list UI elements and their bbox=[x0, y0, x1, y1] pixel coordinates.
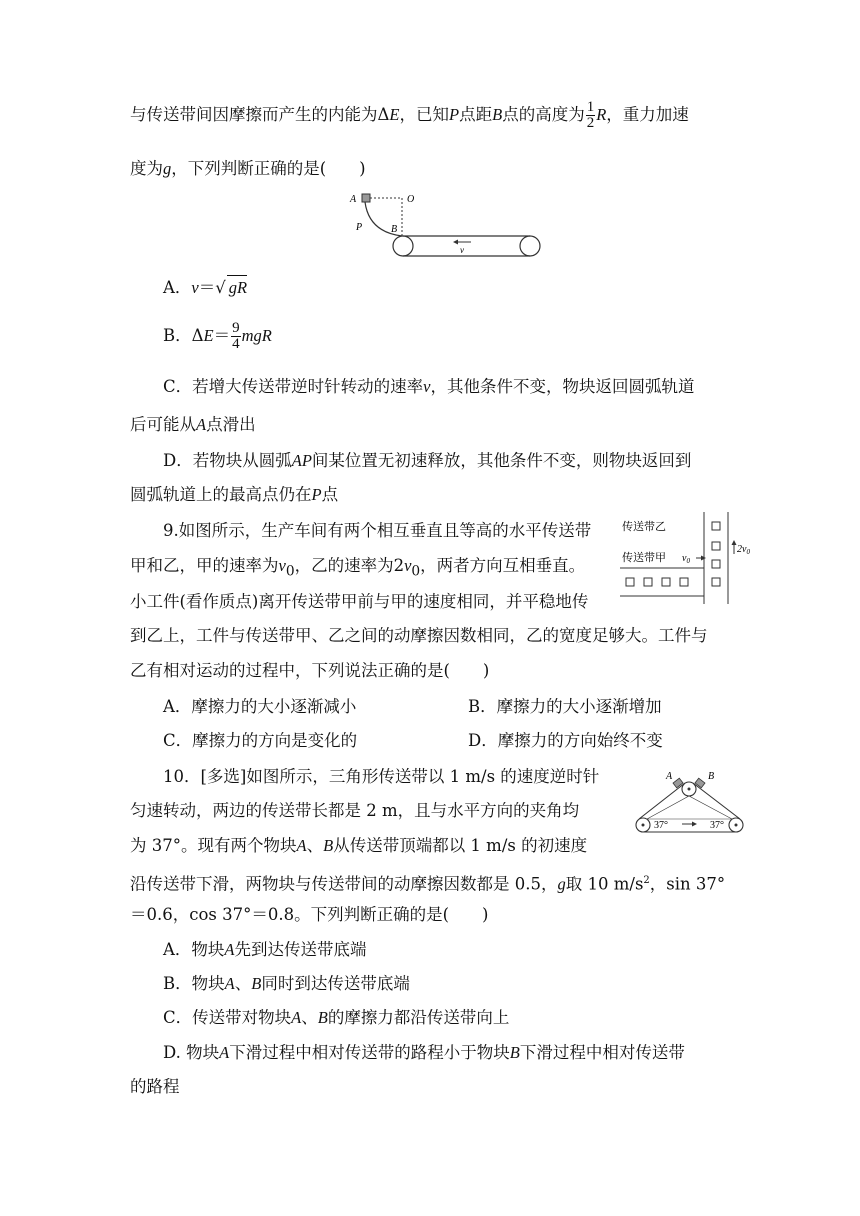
text: C．传送带对物块 bbox=[163, 1008, 292, 1027]
text: ，下列判断正确的是( ) bbox=[171, 159, 366, 178]
left-pulley bbox=[393, 236, 413, 256]
text: 9.如图所示，生产车间有两个相互垂直且等高的水平传送带 bbox=[163, 521, 592, 540]
var-E: E bbox=[203, 326, 214, 345]
belt-inner bbox=[647, 796, 732, 819]
block-b-icon bbox=[695, 778, 705, 788]
workpiece bbox=[712, 560, 720, 568]
var-g: g bbox=[557, 874, 566, 894]
text: 匀速转动，两边的传送带长都是 2 m，且与水平方向的夹角均 bbox=[130, 801, 580, 820]
var-R: R bbox=[596, 105, 607, 124]
q9-line1 bbox=[163, 519, 591, 543]
pulley-axle bbox=[642, 824, 645, 827]
label-A: A bbox=[666, 771, 673, 782]
q9-line3 bbox=[130, 590, 588, 614]
subscript: 0 bbox=[411, 563, 421, 580]
frac-num: 1 bbox=[586, 99, 595, 115]
var-AP: AP bbox=[291, 451, 312, 470]
var-B: B bbox=[317, 1008, 328, 1027]
text: ，sin 37° bbox=[649, 874, 726, 894]
v0-v: v bbox=[682, 553, 687, 564]
q8-option-d-line1 bbox=[163, 449, 691, 473]
text: ，两者方向互相垂直。 bbox=[420, 556, 586, 575]
text: B．物块 bbox=[163, 974, 225, 993]
label-B: B bbox=[391, 224, 398, 235]
text: D. 物块 bbox=[163, 1043, 220, 1062]
label-v0 bbox=[682, 553, 690, 565]
text: 后可能从 bbox=[130, 415, 196, 434]
block-icon bbox=[362, 194, 370, 202]
v0-sub: 0 bbox=[686, 557, 690, 565]
text: C．摩擦力的方向是变化的 bbox=[163, 731, 358, 750]
text: 小工件(看作质点)离开传送带甲前与甲的速度相同，并平稳地传 bbox=[130, 592, 589, 611]
q9-option-b bbox=[468, 695, 662, 719]
var-P: P bbox=[311, 485, 322, 504]
text: 为 37°。现有两个物块 bbox=[130, 836, 297, 855]
var-B: B bbox=[323, 836, 334, 855]
var-A: A bbox=[224, 974, 235, 993]
text: 下滑过程中相对传送带 bbox=[519, 1043, 685, 1062]
text: ＝ bbox=[198, 278, 216, 297]
right-pulley bbox=[520, 236, 540, 256]
q8-stem-line2 bbox=[130, 157, 366, 181]
text: ＝0.6，cos 37°＝0.8。下列判断正确的是( ) bbox=[130, 905, 489, 924]
arrow-head-icon bbox=[692, 822, 697, 827]
text: 取 10 m/s bbox=[565, 874, 644, 894]
var-B: B bbox=[509, 1043, 520, 1062]
q8-option-c-line2 bbox=[130, 413, 256, 437]
q10-line1 bbox=[163, 765, 599, 789]
q8-option-d-line2 bbox=[130, 483, 338, 507]
frac-den: 2 bbox=[586, 115, 595, 131]
text: 点的高度为 bbox=[502, 105, 585, 124]
var-v: v bbox=[191, 278, 199, 297]
q8-option-a bbox=[163, 275, 247, 300]
frac-den: 4 bbox=[232, 336, 240, 352]
angle-right: 37° bbox=[710, 820, 724, 831]
text: 圆弧轨道上的最高点仍在 bbox=[130, 485, 312, 504]
q9-option-a bbox=[163, 695, 356, 719]
var-A: A bbox=[219, 1043, 230, 1062]
label-O: O bbox=[407, 194, 415, 205]
var-E: E bbox=[389, 105, 400, 124]
label-belt-jia: 传送带甲 bbox=[622, 552, 666, 564]
text: ，已知 bbox=[399, 105, 450, 124]
arrow-head-icon bbox=[732, 540, 737, 545]
label-v: v bbox=[460, 245, 464, 255]
label-P: P bbox=[356, 222, 363, 233]
var-g: g bbox=[163, 159, 172, 178]
q10-line2 bbox=[130, 799, 579, 823]
text: 10．[多选]如图所示，三角形传送带以 1 m/s 的速度逆时针 bbox=[163, 767, 600, 786]
label-2v0 bbox=[737, 544, 750, 556]
q9-figure bbox=[620, 512, 760, 604]
var-v: v bbox=[423, 377, 431, 396]
q9-option-d bbox=[468, 729, 663, 753]
text: 、 bbox=[306, 836, 324, 855]
var-A: A bbox=[224, 940, 235, 959]
text: C．若增大传送带逆时针转动的速率 bbox=[163, 377, 424, 396]
text: 的路程 bbox=[130, 1077, 180, 1096]
text: 与传送带间因摩擦而产生的内能为Δ bbox=[130, 105, 390, 124]
frac-num: 9 bbox=[232, 320, 240, 336]
text: 下滑过程中相对传送带的路程小于物块 bbox=[229, 1043, 510, 1062]
var-P: P bbox=[449, 105, 460, 124]
label-A: A bbox=[350, 194, 357, 205]
two-v0-v: 2v bbox=[737, 544, 747, 555]
q8-option-c-line1 bbox=[163, 375, 694, 399]
text: 点滑出 bbox=[206, 415, 256, 434]
q10-line3 bbox=[130, 834, 587, 858]
fraction-half bbox=[586, 100, 596, 131]
var-B: B bbox=[492, 105, 503, 124]
q8-option-b bbox=[163, 321, 272, 352]
text: D．摩擦力的方向始终不变 bbox=[468, 731, 663, 750]
text: ，乙的速率为2 bbox=[294, 556, 405, 575]
text: A．摩擦力的大小逐渐减小 bbox=[163, 697, 357, 716]
two-v0-sub: 0 bbox=[746, 548, 750, 556]
q9-line5 bbox=[130, 659, 489, 683]
text: 乙有相对运动的过程中，下列说法正确的是( ) bbox=[130, 661, 490, 680]
text: D．若物块从圆弧 bbox=[163, 451, 292, 470]
q9-line2 bbox=[130, 554, 585, 583]
pulley-axle bbox=[688, 788, 691, 791]
workpiece bbox=[644, 578, 652, 586]
q9-line4 bbox=[130, 624, 708, 648]
text: 点 bbox=[321, 485, 339, 504]
var-A: A bbox=[296, 836, 307, 855]
angle-left: 37° bbox=[654, 820, 668, 831]
belt-right-side bbox=[693, 783, 740, 819]
arrow-head-icon bbox=[453, 240, 458, 245]
fraction-nine-quarters bbox=[231, 321, 241, 352]
q8-figure bbox=[345, 188, 550, 260]
pulley-axle bbox=[735, 824, 738, 827]
text: 、 bbox=[301, 1008, 318, 1027]
text: 的摩擦力都沿传送带向上 bbox=[327, 1008, 510, 1027]
workpiece bbox=[712, 522, 720, 530]
q10-option-d-line2 bbox=[130, 1075, 180, 1099]
text: 同时到达传送带底端 bbox=[261, 974, 410, 993]
text: 到乙上，工件与传送带甲、乙之间的动摩擦因数相同，乙的宽度足够大。工件与 bbox=[130, 626, 708, 645]
workpiece bbox=[712, 578, 720, 586]
text: 沿传送带下滑，两物块与传送带间的动摩擦因数都是 0.5， bbox=[130, 874, 558, 894]
q10-option-c bbox=[163, 1006, 509, 1030]
var-v: v bbox=[278, 556, 286, 575]
label-belt-yi: 传送带乙 bbox=[622, 521, 666, 533]
belt-left-side bbox=[639, 783, 685, 819]
var-A: A bbox=[291, 1008, 302, 1027]
q10-option-d-line1 bbox=[163, 1041, 685, 1065]
text: A．物块 bbox=[163, 940, 225, 959]
text: 、 bbox=[234, 974, 252, 993]
workpiece bbox=[662, 578, 670, 586]
q10-option-a bbox=[163, 938, 367, 962]
workpiece bbox=[712, 542, 720, 550]
text: 点距 bbox=[459, 105, 493, 124]
text: ，其他条件不变，物块返回圆弧轨道 bbox=[430, 377, 695, 396]
q10-figure bbox=[630, 768, 750, 838]
text: ，重力加速 bbox=[606, 105, 689, 124]
var-B: B bbox=[251, 974, 262, 993]
superscript: 2 bbox=[643, 875, 650, 886]
text: ＝ bbox=[213, 326, 231, 345]
sqrt-icon: √ bbox=[215, 278, 226, 297]
var-v: v bbox=[404, 556, 412, 575]
workpiece bbox=[626, 578, 634, 586]
q10-line5 bbox=[130, 903, 489, 927]
text: 从传送带顶端都以 1 m/s 的初速度 bbox=[333, 836, 588, 855]
text: 度为 bbox=[130, 159, 163, 178]
text: 先到达传送带底端 bbox=[234, 940, 367, 959]
workpiece bbox=[680, 578, 688, 586]
text: A． bbox=[163, 278, 192, 297]
text: 间某位置无初速释放，其他条件不变，则物块返回到 bbox=[311, 451, 692, 470]
q10-option-b bbox=[163, 972, 410, 996]
text: 甲和乙，甲的速率为 bbox=[130, 556, 279, 575]
var-A: A bbox=[196, 415, 207, 434]
text: B．Δ bbox=[163, 326, 204, 345]
label-B: B bbox=[708, 771, 715, 782]
var-mgR: mgR bbox=[241, 326, 272, 345]
q9-option-c bbox=[163, 729, 357, 753]
subscript: 0 bbox=[285, 563, 295, 580]
text: B．摩擦力的大小逐渐增加 bbox=[468, 697, 662, 716]
q8-stem-line1 bbox=[130, 100, 689, 131]
q10-line4 bbox=[130, 869, 725, 897]
var-gR: gR bbox=[227, 275, 247, 300]
